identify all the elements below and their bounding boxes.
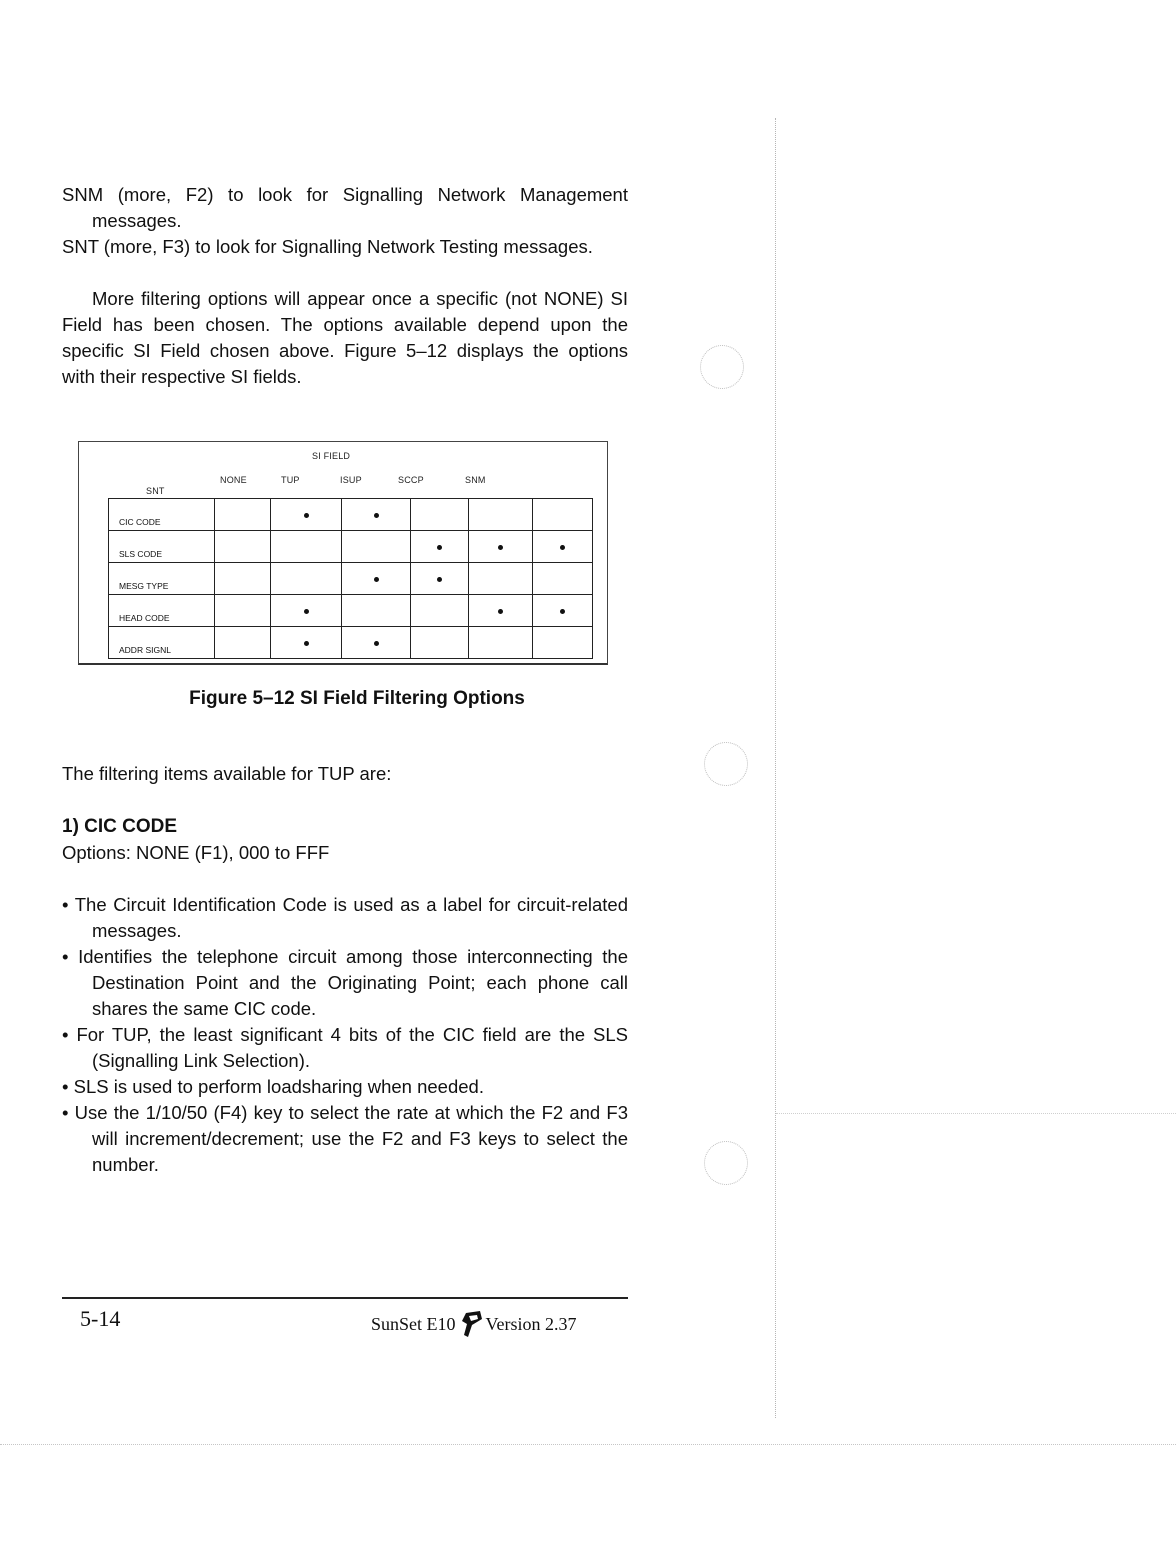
figure-title: SI FIELD: [312, 451, 351, 461]
table-cell: [469, 627, 533, 659]
table-cell: [342, 499, 411, 531]
row-label: CIC CODE: [109, 499, 215, 531]
table-cell: [411, 563, 469, 595]
table-cell: [215, 531, 271, 563]
column-header-sccp: SCCP: [398, 475, 424, 485]
si-field-table: [108, 498, 593, 659]
list-item: • The Circuit Identification Code is used as a label for circuit-related: [62, 894, 628, 915]
table-cell: [271, 627, 342, 659]
product-version: Version 2.37: [485, 1313, 577, 1334]
figure-corner-label: SNT: [146, 486, 165, 496]
binder-hole: [700, 345, 744, 389]
bullet-mark-icon: [304, 641, 309, 646]
footer-rule: [62, 1297, 628, 1299]
list-item-cont: number.: [92, 1154, 159, 1175]
list-item: • Use the 1/10/50 (F4) key to select the rate at which the F2 and F3: [62, 1102, 628, 1123]
bullet-mark-icon: [437, 577, 442, 582]
row-label: HEAD CODE: [109, 595, 215, 627]
table-cell: [533, 499, 593, 531]
section-options: Options: NONE (F1), 000 to FFF: [62, 842, 330, 863]
table-cell: [271, 499, 342, 531]
scan-line: [776, 1113, 1176, 1114]
table-row: [109, 531, 593, 563]
table-cell: [411, 499, 469, 531]
table-cell: [533, 563, 593, 595]
table-row: [109, 595, 593, 627]
paragraph-filter-options: [62, 286, 628, 390]
bullet-list: [62, 892, 628, 1178]
cic-code-section: [62, 814, 628, 866]
table-row: [109, 563, 593, 595]
table-cell: [271, 563, 342, 595]
binder-margin-rule: [775, 118, 776, 1418]
table-cell: [271, 531, 342, 563]
table-cell: [411, 595, 469, 627]
table-cell: [469, 499, 533, 531]
table-cell: [469, 595, 533, 627]
column-header-isup: ISUP: [340, 475, 362, 485]
table-cell: [533, 595, 593, 627]
table-cell: [271, 595, 342, 627]
bullet-mark-icon: [437, 545, 442, 550]
list-item-cont: Destination Point and the Originating Point; each phone call: [92, 972, 628, 993]
tup-intro: [62, 761, 628, 787]
table-row: [109, 499, 593, 531]
table-cell: [469, 563, 533, 595]
snm-line: SNM (more, F2) to look for Signalling Network Management: [62, 184, 628, 205]
bullet-mark-icon: [304, 609, 309, 614]
table-cell: [411, 627, 469, 659]
bullet-mark-icon: [498, 609, 503, 614]
row-label: ADDR SIGNL: [109, 627, 215, 659]
snt-line: SNT (more, F3) to look for Signalling Network Testing messages.: [62, 236, 593, 257]
column-header-snm: SNM: [465, 475, 486, 485]
list-item-cont: (Signalling Link Selection).: [92, 1050, 311, 1071]
column-header-none: NONE: [220, 475, 247, 485]
table-cell: [411, 531, 469, 563]
section-heading: 1) CIC CODE: [62, 816, 178, 837]
table-cell: [342, 531, 411, 563]
table-cell: [215, 563, 271, 595]
page-edge-line: [0, 1444, 1176, 1445]
bullet-mark-icon: [560, 545, 565, 550]
paragraph-line: More filtering options will appear once a specific (not NONE) SI: [92, 288, 628, 309]
bullet-mark-icon: [374, 577, 379, 582]
bullet-mark-icon: [374, 641, 379, 646]
table-cell: [215, 595, 271, 627]
page-number: 5-14: [80, 1306, 121, 1331]
table-cell: [342, 627, 411, 659]
binder-hole: [704, 1141, 748, 1185]
list-item-cont: messages.: [92, 920, 182, 941]
bullet-mark-icon: [498, 545, 503, 550]
list-item: • Identifies the telephone circuit among those interconnecting the: [62, 946, 628, 967]
list-item-cont: will increment/decrement; use the F2 and F3 keys to select the: [92, 1128, 628, 1149]
column-header-tup: TUP: [281, 475, 300, 485]
table-cell: [342, 563, 411, 595]
product-name: SunSet E10: [371, 1313, 456, 1334]
table-cell: [533, 627, 593, 659]
bullet-mark-icon: [560, 609, 565, 614]
table-cell: [469, 531, 533, 563]
table-cell: [342, 595, 411, 627]
intro-block: [62, 182, 628, 260]
list-item: • SLS is used to perform loadsharing when needed.: [62, 1076, 484, 1097]
list-item-cont: shares the same CIC code.: [92, 998, 317, 1019]
table-cell: [215, 627, 271, 659]
figure-caption: Figure 5–12 SI Field Filtering Options: [189, 688, 525, 709]
sunrise-logo-icon: [458, 1309, 484, 1339]
table-cell: [533, 531, 593, 563]
paragraph-line: with their respective SI fields.: [62, 366, 302, 387]
snm-line-cont: messages.: [92, 210, 182, 231]
table-row: [109, 627, 593, 659]
row-label: MESG TYPE: [109, 563, 215, 595]
tup-intro-text: The filtering items available for TUP are:: [62, 763, 392, 784]
bullet-mark-icon: [374, 513, 379, 518]
footer-product: [371, 1309, 577, 1339]
row-label: SLS CODE: [109, 531, 215, 563]
bullet-mark-icon: [304, 513, 309, 518]
binder-hole: [704, 742, 748, 786]
list-item: • For TUP, the least significant 4 bits of the CIC field are the SLS: [62, 1024, 628, 1045]
paragraph-line: specific SI Field chosen above. Figure 5–12 displays the options: [62, 340, 628, 361]
paragraph-line: Field has been chosen. The options available depend upon the: [62, 314, 628, 335]
table-cell: [215, 499, 271, 531]
